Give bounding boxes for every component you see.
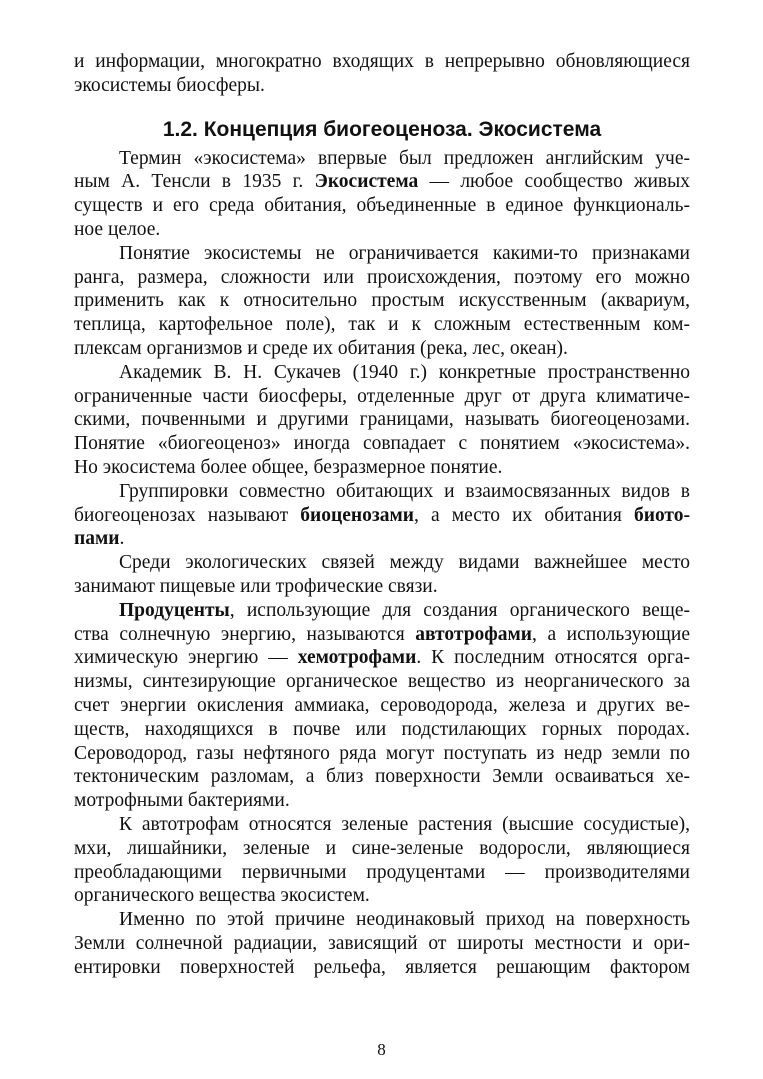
- text-line: экосистемы биосферы.: [74, 74, 265, 96]
- paragraph-biocenosis: [74, 480, 690, 551]
- text-line: К автотрофам относятся зеленые растения (высшие сосудистые),: [119, 813, 690, 835]
- paragraph-solar-radiation: [74, 908, 690, 979]
- text-line: ентировки поверхностей рельефа, является решающим фактором: [74, 956, 690, 978]
- paragraph-trophic: [74, 551, 690, 599]
- text-span: биогеоценозах называют: [74, 504, 301, 526]
- bold-term-autotrophs: автотрофами: [415, 623, 533, 645]
- text-line: мхи, лишайники, зеленые и сине-зеленые водоросли, являющиеся: [74, 837, 690, 859]
- text-line: скими, почвенными и другими границами, называть биогеоценозами.: [74, 409, 690, 431]
- text-line: Именно по этой причине неодинаковый приход на поверхность: [119, 909, 690, 931]
- text-span: ным А. Тенсли в 1935 г.: [74, 171, 315, 193]
- page-number: 8: [377, 1040, 386, 1059]
- bold-term-ecosystem: Экосистема: [314, 171, 419, 193]
- text-line: и информации, многократно входящих в непрерывно обновляющиеся: [74, 51, 690, 72]
- bold-term-biotopes-end: пами: [74, 528, 120, 550]
- bold-term-biotopes: биото-: [633, 504, 690, 526]
- text-line: ное целое.: [74, 218, 161, 240]
- bold-term-biocenoses: биоценозами: [300, 504, 414, 526]
- text-line: преобладающими первичными продуцентами — производителями: [74, 861, 690, 883]
- text-line: [74, 504, 690, 528]
- bold-term-chemotrophs: хемотрофами: [297, 647, 417, 669]
- page-content: [74, 50, 690, 979]
- section-heading: 1.2. Концепция биогеоценоза. Экосистема: [162, 117, 602, 141]
- text-line: Земли солнечной радиации, зависящий от широты местности и ори-: [74, 932, 690, 954]
- text-line: применить как к относительно простым искусственным (аквариум,: [74, 290, 690, 312]
- text-span: химическую энергию —: [74, 647, 298, 669]
- paragraph-sukachev: [74, 361, 690, 480]
- text-line: низмы, синтезирующие органическое вещество из неорганического за: [74, 671, 690, 693]
- text-line: ществ, находящихся в почве или подстилающих горных породах.: [74, 718, 690, 740]
- text-line: органического вещества экосистем.: [74, 885, 370, 907]
- text-line: [74, 623, 690, 647]
- text-span: ства солнечную энергию, называются: [74, 623, 416, 645]
- text-line: мотрофными бактериями.: [74, 790, 290, 812]
- text-line: [74, 599, 690, 623]
- text-line: Но экосистема более общее, безразмерное понятие.: [74, 456, 503, 478]
- text-line: тектоническим разломам, а близ поверхности Земли осваиваться хе-: [74, 766, 690, 788]
- text-line: Сероводород, газы нефтяного ряда могут поступать из недр земли по: [74, 742, 690, 764]
- text-line: ранга, размера, сложности или происхождения, поэтому его можно: [74, 266, 690, 288]
- paragraph-producers: [74, 599, 690, 813]
- paragraph-ecosystem-definition: [74, 147, 690, 242]
- text-line: ограниченные части биосферы, отделенные друг от друга климатиче-: [74, 385, 690, 407]
- text-line: плексам организмов и среде их обитания (река, лес, океан).: [74, 337, 568, 359]
- text-line: Академик В. Н. Сукачев (1940 г.) конкретные пространственно: [119, 361, 690, 383]
- text-line: Понятие «биогеоценоз» иногда совпадает с понятием «экосистема».: [74, 433, 690, 455]
- text-line: [74, 527, 690, 551]
- bold-term-producers: Продуценты: [119, 599, 230, 621]
- text-line: Группировки совместно обитающих и взаимосвязанных видов в: [119, 480, 690, 502]
- text-span: . К последним относятся орга-: [416, 647, 690, 669]
- text-line: существ и его среда обитания, объединенные в единое функциональ-: [74, 195, 690, 217]
- intro-paragraph: [74, 50, 690, 98]
- paragraph-ecosystem-concept: [74, 242, 690, 361]
- text-span: , а место их обитания: [413, 504, 634, 526]
- text-span: — любое сообщество живых: [418, 171, 690, 193]
- text-span: , а использующие: [532, 623, 691, 645]
- text-line: теплица, картофельное поле), так и к сложным естественным ком-: [74, 314, 690, 336]
- text-line: занимают пищевые или трофические связи.: [74, 575, 438, 597]
- text-span: .: [119, 528, 125, 550]
- paragraph-autotrophs: [74, 813, 690, 908]
- text-line: [74, 646, 690, 670]
- text-span: , использующие для создания органического веще-: [229, 599, 690, 621]
- text-line: Среди экологических связей между видами важнейшее место: [119, 552, 690, 574]
- text-line: Понятие экосистемы не ограничивается какими-то признаками: [119, 242, 690, 264]
- text-line: [74, 170, 690, 194]
- text-line: Термин «экосистема» впервые был предложен английским уче-: [119, 147, 690, 169]
- text-line: счет энергии окисления аммиака, сероводорода, железа и других ве-: [74, 694, 690, 716]
